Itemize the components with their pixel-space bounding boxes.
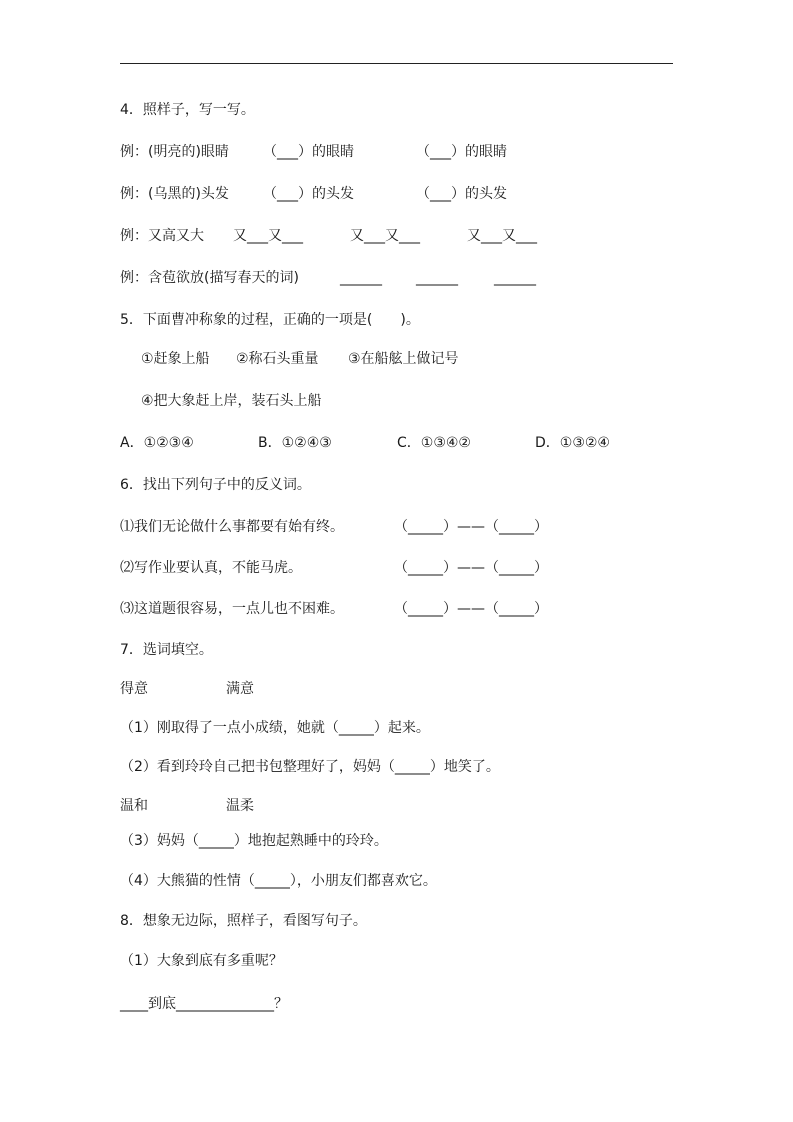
line-8-segment-2: C．①③④②: [397, 435, 471, 451]
line-0-segment-0: 4．照样子，写一写。: [120, 102, 255, 118]
line-4-segment-0: 例：含苞欲放(描写春天的词): [120, 270, 299, 286]
line-1-segment-0: 例：(明亮的)眼睛: [120, 144, 229, 160]
line-10-segment-0: ⑴我们无论做什么事都要有始有终。: [120, 519, 344, 535]
line-2-segment-1: （___）的头发: [263, 186, 354, 202]
line-14-segment-0: 得意: [120, 681, 148, 697]
line-4-segment-1: ______: [340, 270, 382, 286]
line-20-segment-0: 8．想象无边际，照样子，看图写句子。: [120, 913, 367, 929]
line-8-segment-1: B．①②④③: [258, 435, 332, 451]
line-22-segment-0: ____到底______________？: [120, 996, 288, 1012]
line-4-segment-2: ______: [416, 270, 458, 286]
line-2-segment-2: （___）的头发: [416, 186, 507, 202]
line-21-segment-0: （1）大象到底有多重呢？: [120, 953, 283, 969]
line-2-segment-0: 例：(乌黑的)头发: [120, 186, 229, 202]
header-rule: [120, 63, 673, 64]
line-13-segment-0: 7．选词填空。: [120, 642, 213, 658]
line-9-segment-0: 6．找出下列句子中的反义词。: [120, 477, 311, 493]
line-6-segment-0: ①赶象上船: [141, 351, 210, 367]
line-6-segment-1: ②称石头重量: [236, 351, 319, 367]
line-3-segment-2: 又___又___: [350, 228, 420, 244]
line-3-segment-3: 又___又___: [467, 228, 537, 244]
line-19-segment-0: （4）大熊猫的性情（_____），小朋友们都喜欢它。: [120, 873, 437, 889]
line-4-segment-3: ______: [494, 270, 536, 286]
line-11-segment-1: （_____）——（_____）: [394, 560, 548, 576]
line-15-segment-0: （1）刚取得了一点小成绩，她就（_____）起来。: [120, 720, 430, 736]
line-1-segment-1: （___）的眼睛: [263, 144, 354, 160]
line-12-segment-0: ⑶这道题很容易，一点儿也不困难。: [120, 601, 344, 617]
line-7-segment-0: ④把大象赶上岸，装石头上船: [141, 393, 322, 409]
line-17-segment-1: 温柔: [226, 798, 254, 814]
line-17-segment-0: 温和: [120, 798, 148, 814]
line-10-segment-1: （_____）——（_____）: [394, 519, 548, 535]
line-6-segment-2: ③在船舷上做记号: [348, 351, 459, 367]
line-16-segment-0: （2）看到玲玲自己把书包整理好了，妈妈（_____）地笑了。: [120, 759, 500, 775]
line-12-segment-1: （_____）——（_____）: [394, 601, 548, 617]
line-8-segment-0: A．①②③④: [120, 435, 194, 451]
line-18-segment-0: （3）妈妈（_____）地抱起熟睡中的玲玲。: [120, 833, 388, 849]
line-3-segment-1: 又___又___: [233, 228, 303, 244]
line-14-segment-1: 满意: [226, 681, 254, 697]
line-8-segment-3: D．①③②④: [535, 435, 610, 451]
line-3-segment-0: 例：又高又大: [120, 228, 204, 244]
line-5-segment-0: 5．下面曹冲称象的过程，正确的一项是( )。: [120, 312, 420, 328]
line-11-segment-0: ⑵写作业要认真，不能马虎。: [120, 560, 302, 576]
line-1-segment-2: （___）的眼睛: [416, 144, 507, 160]
